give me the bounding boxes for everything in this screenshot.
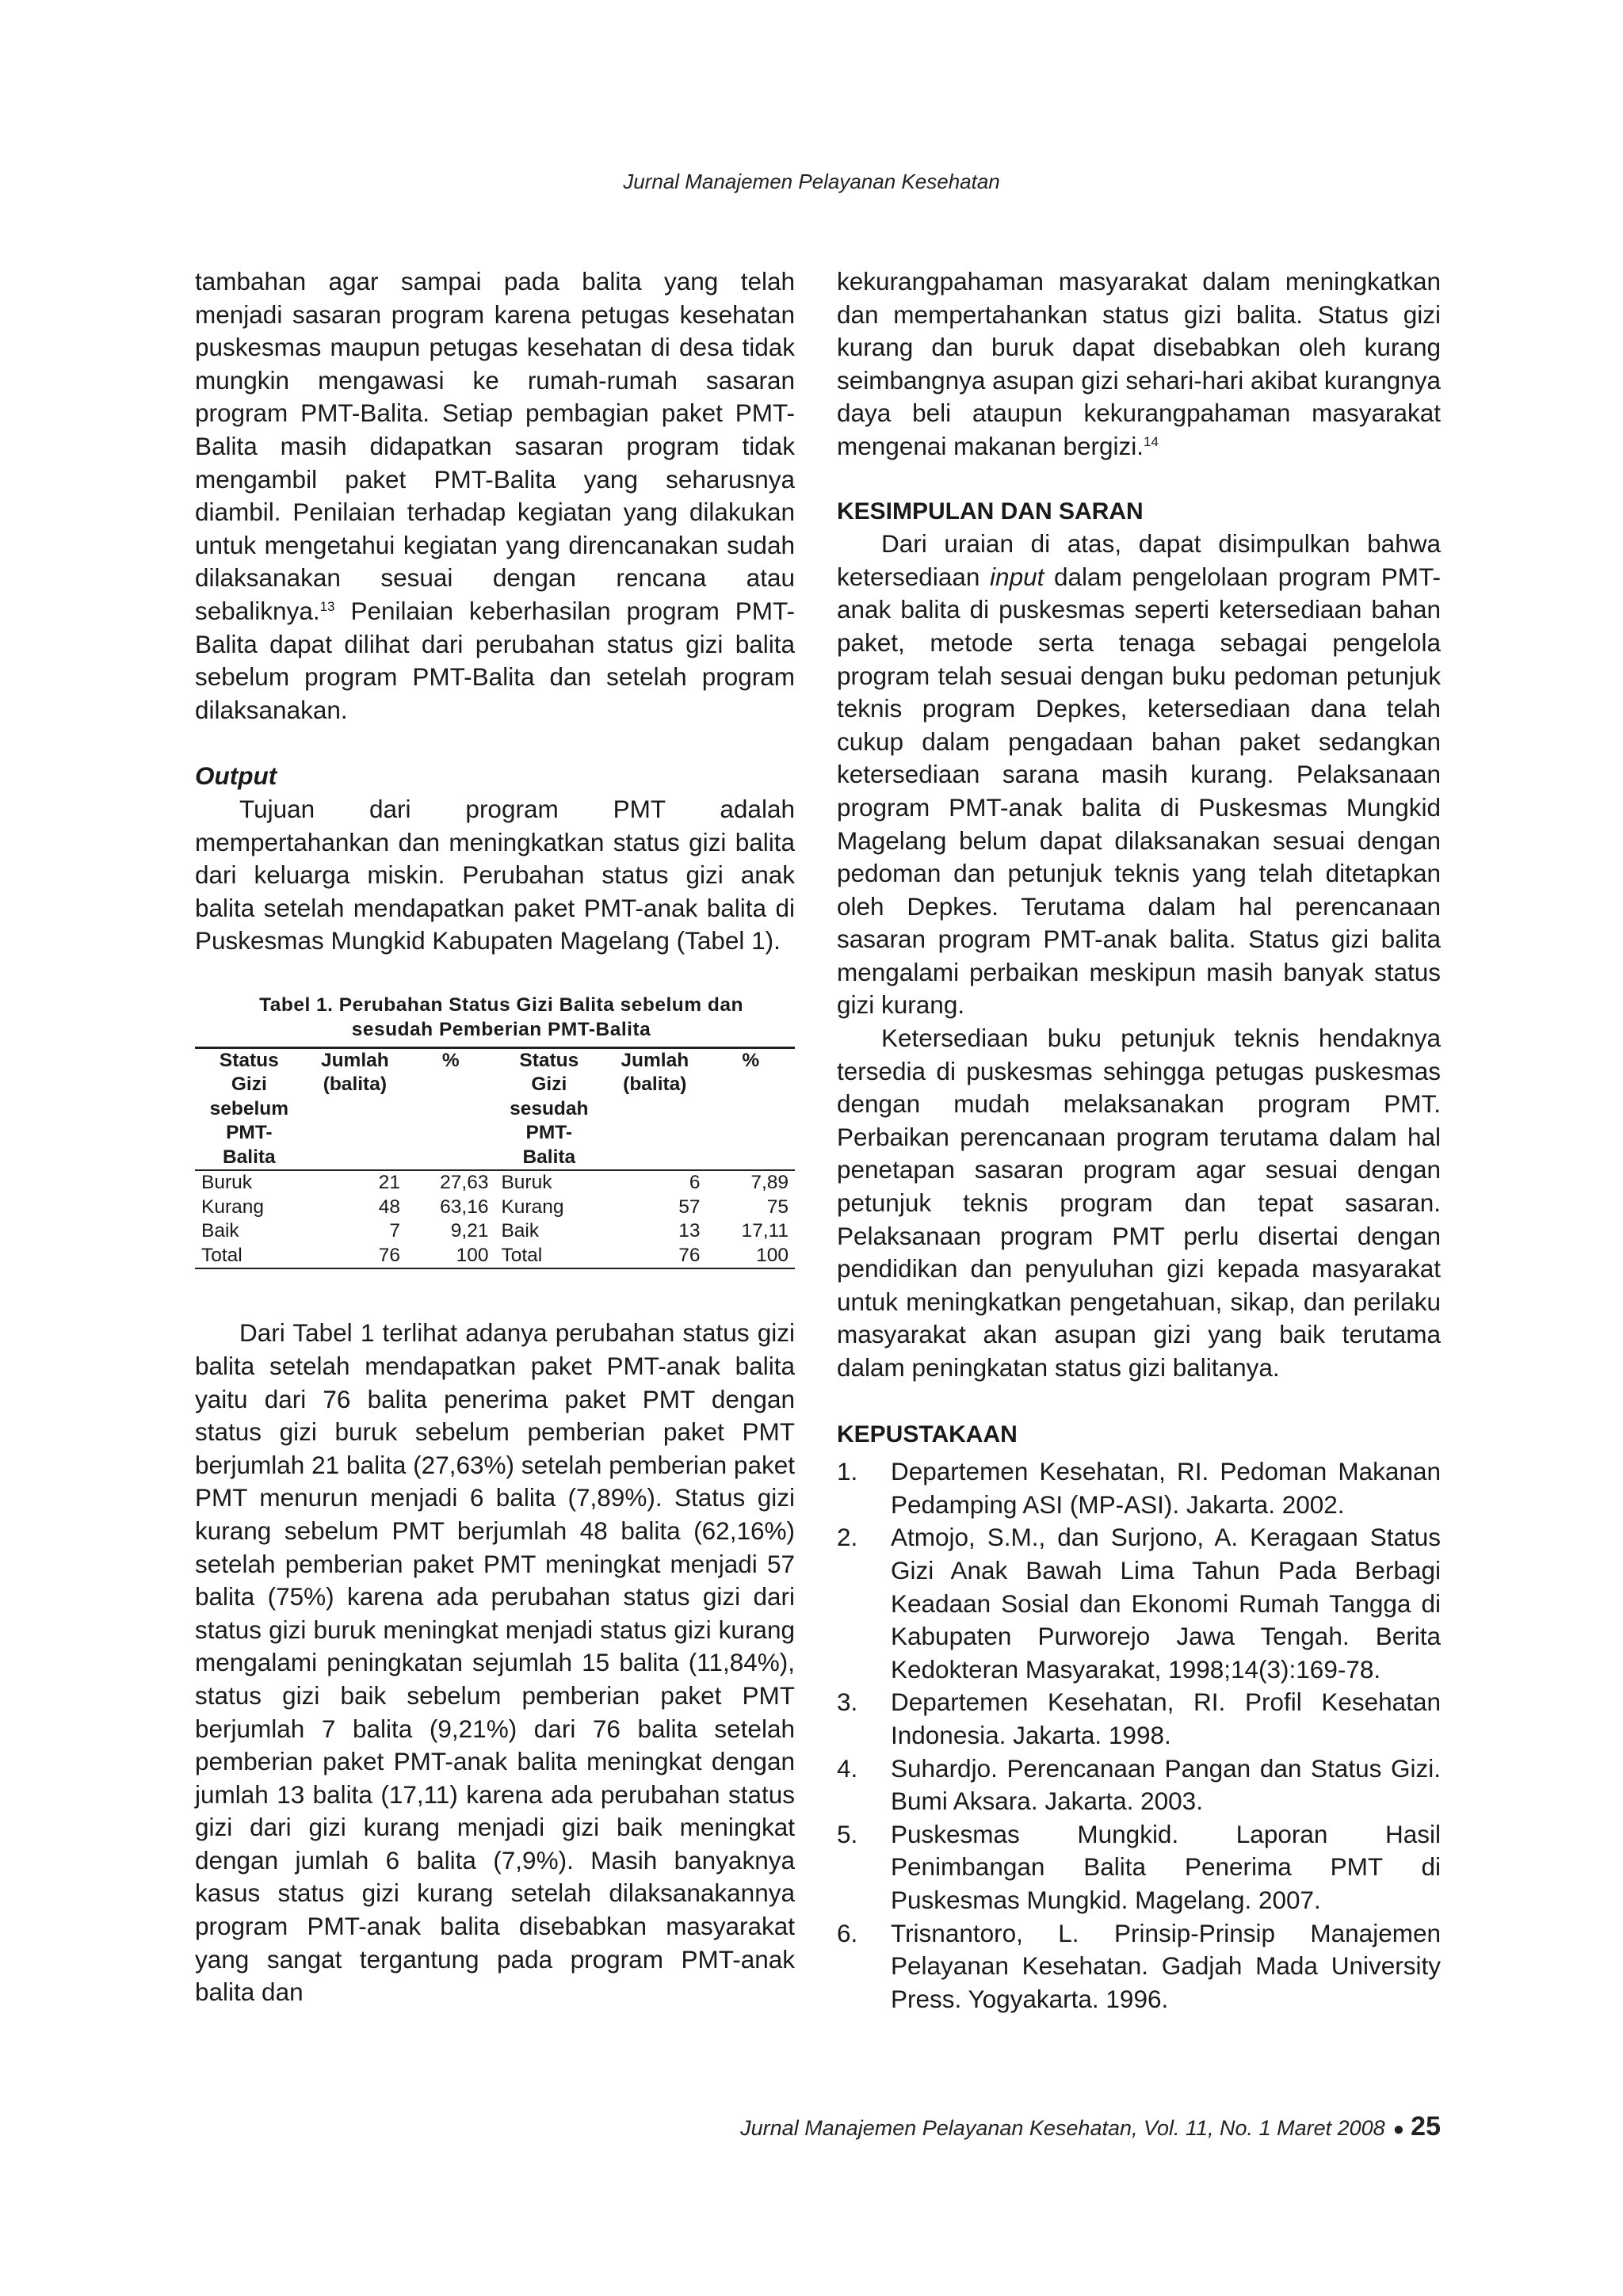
reference-item: 1. Departemen Kesehatan, RI. Pedoman Makanan Pedamping ASI (MP-ASI). Jakarta. 2002. bbox=[837, 1457, 1441, 1519]
table-cell: Baik bbox=[201, 1220, 239, 1242]
table-cell: 76 bbox=[304, 1244, 407, 1269]
reference-item: 2. Atmojo, S.M., dan Surjono, A. Keragaan Status Gizi Anak Bawah Lima Tahun Pada Berbagi Keadaan Sosial dan Ekonomi Rumah Tangga di Kabupaten Purworejo Jawa Tengah. Berita Kedokteran Masyarakat, 1998;14(3):169-78. bbox=[837, 1523, 1441, 1684]
table-cell: Kurang bbox=[501, 1196, 564, 1218]
table-cell: 27,63 bbox=[440, 1172, 489, 1194]
reference-item: 6. Trisnantoro, L. Prinsip-Prinsip Manajemen Pelayanan Kesehatan. Gadjah Mada University Press. Yogyakarta. 1996. bbox=[837, 1918, 1441, 2013]
section-heading-output: Output bbox=[195, 761, 277, 791]
running-header: Jurnal Manajemen Pelayanan Kesehatan bbox=[623, 170, 1000, 193]
reference-list bbox=[837, 1455, 1441, 2016]
table-cell: Buruk bbox=[201, 1172, 253, 1194]
table-row bbox=[195, 1170, 795, 1196]
table-cell: Baik bbox=[501, 1220, 540, 1242]
table-row bbox=[195, 1196, 795, 1220]
table-cell: 9,21 bbox=[450, 1220, 489, 1242]
table-cell: 21 bbox=[378, 1172, 401, 1194]
citation-ref: 13 bbox=[319, 598, 335, 614]
table-1 bbox=[195, 1047, 795, 1270]
paragraph: Dari Tabel 1 terlihat adanya perubahan status gizi balita setelah mendapatkan paket PMT-anak balita yaitu dari 76 balita penerima paket PMT dengan status gizi buruk sebelum pemberian paket PMT berjumlah 21 balita (27,63%) setelah pemberian paket PMT menurun menjadi 6 balita (7,89%). Status gizi kurang sebelum PMT berjumlah 48 balita (62,16%) setelah pemberian paket PMT meningkat menjadi 57 balita (75%) karena ada perubahan status gizi dari status gizi buruk meningkat menjadi status gizi kurang mengalami peningkatan sejumlah 15 balita (11,84%), status gizi baik sebelum pemberian paket PMT berjumlah 7 balita (9,21%) dari 76 balita setelah pemberian paket PMT-anak balita meningkat dengan jumlah 13 balita (17,11) karena ada perubahan status gizi dari gizi kurang menjadi gizi baik meningkat dengan jumlah 6 balita (7,9%). Masih banyaknya kasus status gizi kurang setelah dilaksanakannya program PMT-anak balita disebabkan masyarakat yang sangat tergantung pada program PMT-anak balita dan bbox=[195, 1318, 795, 2007]
table-cell: 76 bbox=[603, 1244, 706, 1269]
table-cell: Buruk bbox=[501, 1172, 552, 1194]
footer-citation: Jurnal Manajemen Pelayanan Kesehatan, Vol. 11, No. 1 Maret 2008 bbox=[740, 2116, 1385, 2140]
table-header: Status Gizi sebelum PMT-Balita bbox=[195, 1047, 304, 1170]
paragraph: Tujuan dari program PMT adalah mempertahankan dan meningkatkan status gizi balita dari keluarga miskin. Perubahan status gizi anak balita setelah mendapatkan paket PMT-anak balita di Puskesmas Mungkid Kabupaten Magelang (Tabel 1). bbox=[195, 794, 795, 955]
table-cell: 7 bbox=[389, 1220, 401, 1242]
table-cell: 7,89 bbox=[750, 1172, 789, 1194]
table-cell: 17,11 bbox=[741, 1220, 789, 1242]
paragraph: tambahan agar sampai pada balita yang telah menjadi sasaran program karena petugas kesehatan puskesmas maupun petugas kesehatan di desa tidak mungkin mengawasi ke rumah-rumah sasaran program PMT-Balita. Setiap pembagian paket PMT-Balita masih didapatkan sasaran program tidak mengambil paket PMT-Balita yang seharusnya diambil. Penilaian terhadap kegiatan yang dilakukan untuk mengetahui kegiatan yang direncanakan sudah dilaksanakan sesuai dengan rencana atau sebaliknya.$^{13}$ Penilaian keberhasilan program PMT-Balita dapat dilihat dari perubahan status gizi balita sebelum program PMT-Balita dan setelah program dilaksanakan. bbox=[195, 267, 795, 724]
table-cell: 13 bbox=[678, 1220, 701, 1242]
section-heading-references: KEPUSTAKAAN bbox=[837, 1421, 1018, 1447]
table-cell: 57 bbox=[678, 1196, 701, 1218]
bullet-icon: ● bbox=[1392, 2119, 1405, 2140]
table-cell: 48 bbox=[378, 1196, 401, 1218]
table-cell: 100 bbox=[707, 1244, 796, 1269]
table-header: % bbox=[407, 1047, 495, 1170]
reference-item: 5. Puskesmas Mungkid. Laporan Hasil Penimbangan Balita Penerima PMT di Puskesmas Mungkid. Magelang. 2007. bbox=[837, 1819, 1441, 1914]
page-number: 25 bbox=[1411, 2111, 1441, 2142]
table-header: Jumlah (balita) bbox=[304, 1047, 407, 1170]
table-cell: 63,16 bbox=[440, 1196, 489, 1218]
paragraph: Ketersediaan buku petunjuk teknis hendaknya tersedia di puskesmas sehingga petugas puskesmas dengan mudah melaksanakan program PMT. Perbaikan perencanaan program terutama dalam hal penetapan sasaran program agar sesuai dengan petunjuk teknis program dan tepat sasaran. Pelaksanaan program PMT perlu disertai dengan pendidikan dan penyuluhan gizi kepada masyarakat untuk meningkatkan pengetahuan, sikap, dan perilaku masyarakat akan asupan gizi yang baik terutama dalam peningkatan status gizi balitanya. bbox=[837, 1024, 1441, 1382]
reference-item: 4. Suhardjo. Perencanaan Pangan dan Status Gizi. Bumi Aksara. Jakarta. 2003. bbox=[837, 1753, 1441, 1816]
table-header: % bbox=[707, 1047, 796, 1170]
left-column bbox=[195, 265, 795, 2009]
table-cell: 6 bbox=[689, 1172, 701, 1194]
table-cell: 100 bbox=[407, 1244, 495, 1269]
table-cell: Kurang bbox=[201, 1196, 265, 1218]
right-column bbox=[837, 265, 1441, 2016]
page-footer bbox=[0, 2111, 1441, 2142]
table-cell: Total bbox=[195, 1244, 304, 1269]
paragraph: Dari uraian di atas, dapat disimpulkan bahwa ketersediaan input dalam pengelolaan program PMT-anak balita di puskesmas seperti ketersediaan bahan paket, metode serta tenaga sebagai pengelola program telah sesuai dengan buku pedoman petunjuk teknis program Depkes, ketersediaan dana telah cukup dalam pengadaan bahan paket sedangkan ketersediaan sarana masih kurang. Pelaksanaan program PMT-anak balita di Puskesmas Mungkid Magelang belum dapat dilaksanakan sesuai dengan pedoman dan petunjuk teknis yang telah ditetapkan oleh Depkes. Terutama dalam hal perencanaan sasaran program PMT-anak balita. Status gizi balita mengalami perbaikan meskipun masih banyak status gizi kurang. bbox=[837, 529, 1442, 1020]
paragraph: kekurangpahaman masyarakat dalam meningkatkan dan mempertahankan status gizi balita. Status gizi kurang dan buruk dapat disebabkan oleh kurang seimbangnya asupan gizi sehari-hari akibat kurangnya daya beli ataupun kekurangpahaman masyarakat mengenai makanan bergizi.$^{14}$ bbox=[837, 267, 1441, 460]
table-cell: 75 bbox=[766, 1196, 789, 1218]
citation-ref: 14 bbox=[1143, 433, 1159, 449]
section-heading-conclusion: KESIMPULAN DAN SARAN bbox=[837, 498, 1144, 524]
table-header: Status Gizi sesudah PMT-Balita bbox=[495, 1047, 603, 1170]
table-cell: Total bbox=[495, 1244, 603, 1269]
reference-item: 3. Departemen Kesehatan, RI. Profil Kesehatan Indonesia. Jakarta. 1998. bbox=[837, 1688, 1441, 1749]
table-row bbox=[195, 1219, 795, 1244]
table-row bbox=[195, 1244, 795, 1269]
table-caption: Tabel 1. Perubahan Status Gizi Balita sebelum dan sesudah Pemberian PMT-Balita bbox=[259, 994, 743, 1040]
table-header: Jumlah (balita) bbox=[603, 1047, 706, 1170]
